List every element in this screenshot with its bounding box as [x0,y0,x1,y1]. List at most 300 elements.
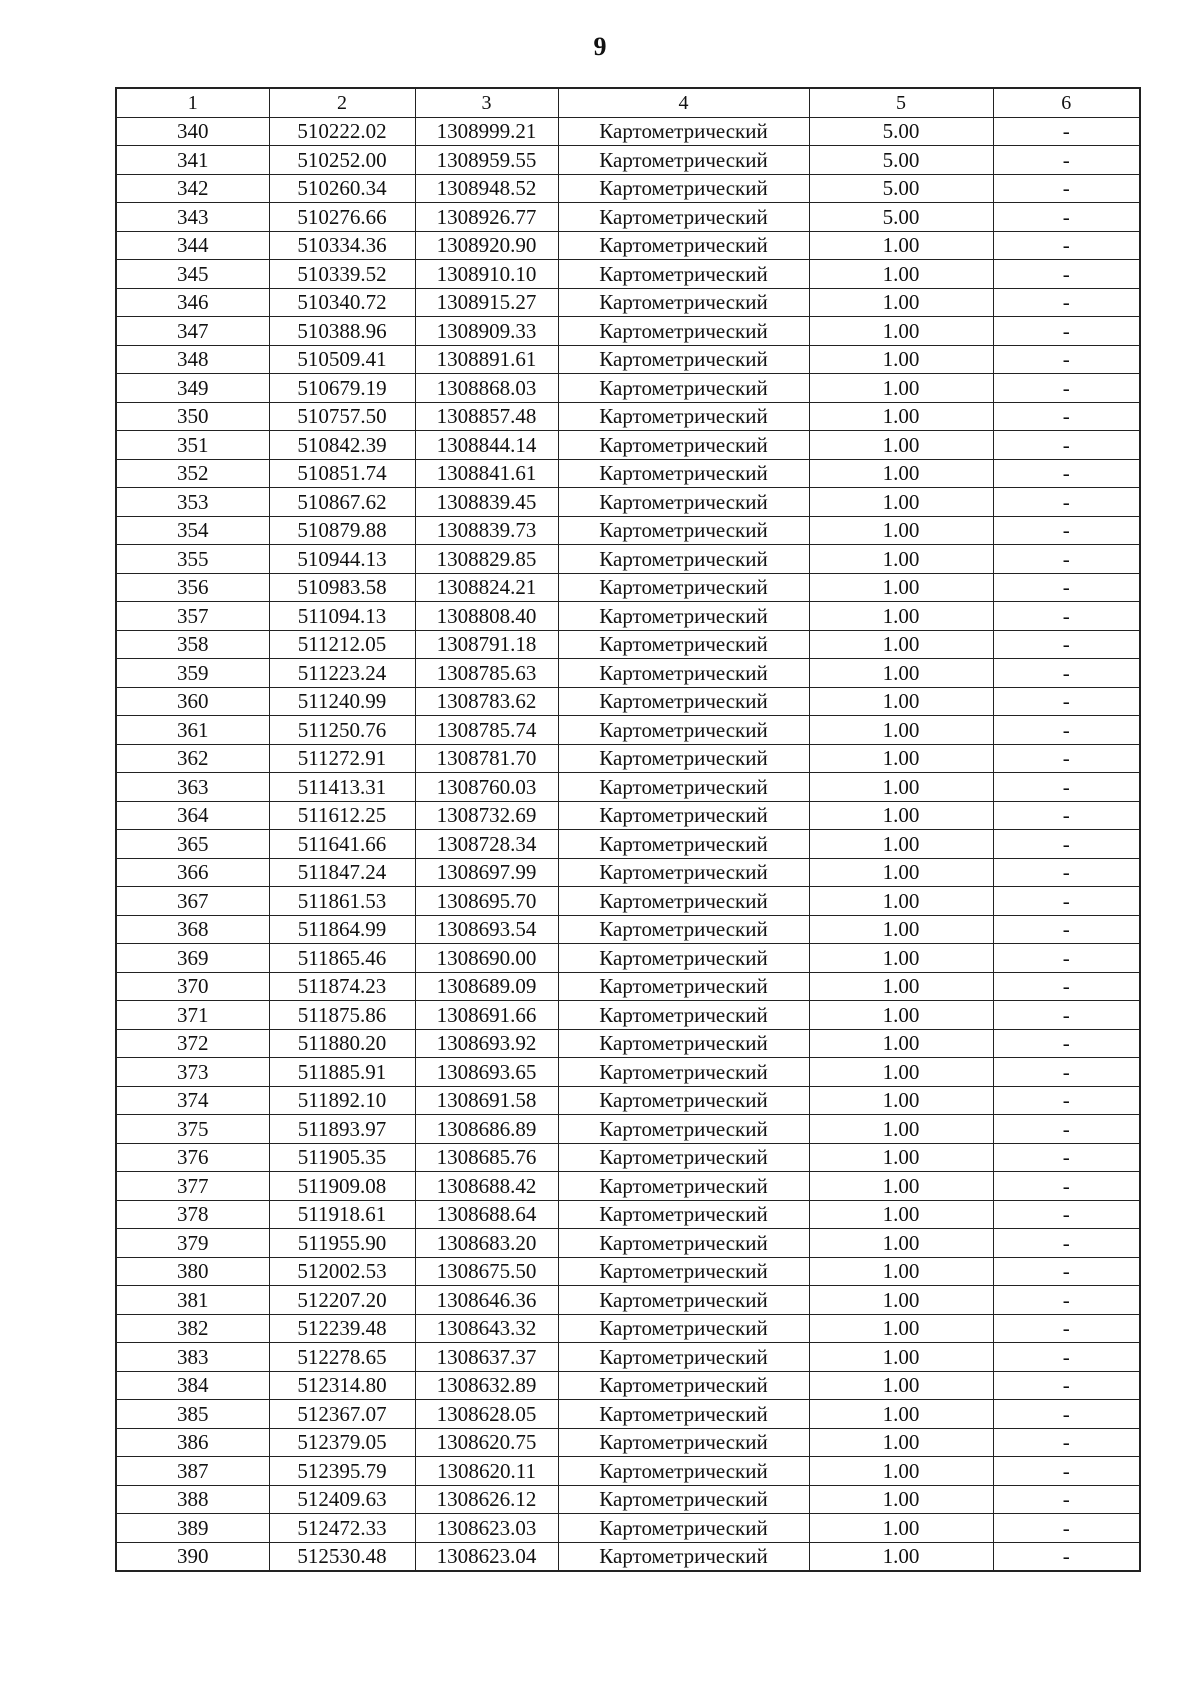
note-cell: - [993,972,1140,1001]
accuracy-cell: 1.00 [809,317,993,346]
table-row [116,744,1140,773]
accuracy-cell: 1.00 [809,1514,993,1543]
note-cell: - [993,1428,1140,1457]
accuracy-cell: 5.00 [809,117,993,146]
x-coordinate-cell: 512530.48 [269,1542,415,1571]
note-cell: - [993,830,1140,859]
table-row [116,1058,1140,1087]
note-cell: - [993,915,1140,944]
table-row [116,630,1140,659]
y-coordinate-cell: 1308691.58 [415,1086,558,1115]
x-coordinate-cell: 510757.50 [269,402,415,431]
accuracy-cell: 1.00 [809,1485,993,1514]
y-coordinate-cell: 1308732.69 [415,801,558,830]
method-cell: Картометрический [558,1257,809,1286]
accuracy-cell: 1.00 [809,602,993,631]
y-coordinate-cell: 1308693.65 [415,1058,558,1087]
point-number-cell: 341 [116,146,269,175]
method-cell: Картометрический [558,1457,809,1486]
method-cell: Картометрический [558,1115,809,1144]
table-row [116,1542,1140,1571]
point-number-cell: 343 [116,203,269,232]
method-cell: Картометрический [558,716,809,745]
table-row [116,716,1140,745]
y-coordinate-cell: 1308620.75 [415,1428,558,1457]
table-row [116,1485,1140,1514]
table-row [116,1172,1140,1201]
accuracy-cell: 1.00 [809,1542,993,1571]
method-cell: Картометрический [558,1029,809,1058]
table-header-row [116,88,1140,117]
note-cell: - [993,1514,1140,1543]
method-cell: Картометрический [558,1200,809,1229]
accuracy-cell: 1.00 [809,374,993,403]
note-cell: - [993,801,1140,830]
accuracy-cell: 1.00 [809,887,993,916]
point-number-cell: 347 [116,317,269,346]
point-number-cell: 357 [116,602,269,631]
point-number-cell: 385 [116,1400,269,1429]
y-coordinate-cell: 1308623.04 [415,1542,558,1571]
accuracy-cell: 1.00 [809,1172,993,1201]
table-row [116,174,1140,203]
method-cell: Картометрический [558,203,809,232]
point-number-cell: 378 [116,1200,269,1229]
x-coordinate-cell: 512239.48 [269,1314,415,1343]
accuracy-cell: 1.00 [809,1457,993,1486]
note-cell: - [993,545,1140,574]
method-cell: Картометрический [558,488,809,517]
point-number-cell: 364 [116,801,269,830]
table-row [116,288,1140,317]
column-header: 5 [809,88,993,117]
note-cell: - [993,459,1140,488]
point-number-cell: 361 [116,716,269,745]
table-row [116,146,1140,175]
x-coordinate-cell: 512409.63 [269,1485,415,1514]
accuracy-cell: 1.00 [809,1371,993,1400]
x-coordinate-cell: 511250.76 [269,716,415,745]
note-cell: - [993,1172,1140,1201]
y-coordinate-cell: 1308791.18 [415,630,558,659]
point-number-cell: 358 [116,630,269,659]
accuracy-cell: 1.00 [809,1343,993,1372]
table-row [116,1428,1140,1457]
x-coordinate-cell: 511909.08 [269,1172,415,1201]
method-cell: Картометрический [558,944,809,973]
point-number-cell: 359 [116,659,269,688]
x-coordinate-cell: 511413.31 [269,773,415,802]
x-coordinate-cell: 510944.13 [269,545,415,574]
accuracy-cell: 5.00 [809,203,993,232]
y-coordinate-cell: 1308783.62 [415,687,558,716]
note-cell: - [993,1229,1140,1258]
x-coordinate-cell: 511094.13 [269,602,415,631]
note-cell: - [993,602,1140,631]
y-coordinate-cell: 1308948.52 [415,174,558,203]
y-coordinate-cell: 1308690.00 [415,944,558,973]
column-header: 4 [558,88,809,117]
table-row [116,659,1140,688]
point-number-cell: 376 [116,1143,269,1172]
point-number-cell: 389 [116,1514,269,1543]
note-cell: - [993,744,1140,773]
y-coordinate-cell: 1308841.61 [415,459,558,488]
note-cell: - [993,1086,1140,1115]
method-cell: Картометрический [558,1343,809,1372]
note-cell: - [993,431,1140,460]
y-coordinate-cell: 1308785.74 [415,716,558,745]
y-coordinate-cell: 1308999.21 [415,117,558,146]
point-number-cell: 382 [116,1314,269,1343]
y-coordinate-cell: 1308857.48 [415,402,558,431]
method-cell: Картометрический [558,915,809,944]
point-number-cell: 365 [116,830,269,859]
x-coordinate-cell: 512379.05 [269,1428,415,1457]
table-row [116,972,1140,1001]
table-row [116,602,1140,631]
point-number-cell: 366 [116,858,269,887]
y-coordinate-cell: 1308632.89 [415,1371,558,1400]
method-cell: Картометрический [558,1286,809,1315]
point-number-cell: 374 [116,1086,269,1115]
method-cell: Картометрический [558,1314,809,1343]
y-coordinate-cell: 1308685.76 [415,1143,558,1172]
table-body [116,117,1140,1571]
point-number-cell: 368 [116,915,269,944]
method-cell: Картометрический [558,1514,809,1543]
table-row [116,545,1140,574]
accuracy-cell: 1.00 [809,1400,993,1429]
table-row [116,317,1140,346]
table-row [116,374,1140,403]
note-cell: - [993,345,1140,374]
accuracy-cell: 1.00 [809,260,993,289]
y-coordinate-cell: 1308844.14 [415,431,558,460]
y-coordinate-cell: 1308623.03 [415,1514,558,1543]
method-cell: Картометрический [558,830,809,859]
table-row [116,773,1140,802]
table-row [116,944,1140,973]
y-coordinate-cell: 1308628.05 [415,1400,558,1429]
point-number-cell: 345 [116,260,269,289]
point-number-cell: 375 [116,1115,269,1144]
table-row [116,858,1140,887]
accuracy-cell: 1.00 [809,801,993,830]
accuracy-cell: 1.00 [809,1314,993,1343]
note-cell: - [993,1542,1140,1571]
method-cell: Картометрический [558,1371,809,1400]
note-cell: - [993,1001,1140,1030]
y-coordinate-cell: 1308643.32 [415,1314,558,1343]
x-coordinate-cell: 511864.99 [269,915,415,944]
accuracy-cell: 1.00 [809,1286,993,1315]
y-coordinate-cell: 1308926.77 [415,203,558,232]
y-coordinate-cell: 1308626.12 [415,1485,558,1514]
point-number-cell: 383 [116,1343,269,1372]
note-cell: - [993,1400,1140,1429]
note-cell: - [993,1058,1140,1087]
method-cell: Картометрический [558,345,809,374]
point-number-cell: 340 [116,117,269,146]
x-coordinate-cell: 511885.91 [269,1058,415,1087]
column-header: 6 [993,88,1140,117]
column-header: 3 [415,88,558,117]
x-coordinate-cell: 511223.24 [269,659,415,688]
method-cell: Картометрический [558,288,809,317]
y-coordinate-cell: 1308683.20 [415,1229,558,1258]
accuracy-cell: 1.00 [809,915,993,944]
x-coordinate-cell: 511212.05 [269,630,415,659]
accuracy-cell: 1.00 [809,773,993,802]
accuracy-cell: 1.00 [809,431,993,460]
note-cell: - [993,174,1140,203]
x-coordinate-cell: 510851.74 [269,459,415,488]
method-cell: Картометрический [558,1086,809,1115]
table-row [116,830,1140,859]
point-number-cell: 356 [116,573,269,602]
table-row [116,402,1140,431]
table-row [116,1457,1140,1486]
note-cell: - [993,1457,1140,1486]
point-number-cell: 390 [116,1542,269,1571]
accuracy-cell: 1.00 [809,630,993,659]
note-cell: - [993,1143,1140,1172]
y-coordinate-cell: 1308839.73 [415,516,558,545]
point-number-cell: 369 [116,944,269,973]
point-number-cell: 352 [116,459,269,488]
point-number-cell: 350 [116,402,269,431]
accuracy-cell: 1.00 [809,345,993,374]
method-cell: Картометрический [558,887,809,916]
x-coordinate-cell: 510260.34 [269,174,415,203]
accuracy-cell: 1.00 [809,402,993,431]
table-row [116,516,1140,545]
y-coordinate-cell: 1308808.40 [415,602,558,631]
note-cell: - [993,488,1140,517]
table-row [116,345,1140,374]
note-cell: - [993,687,1140,716]
accuracy-cell: 1.00 [809,1229,993,1258]
method-cell: Картометрический [558,431,809,460]
note-cell: - [993,773,1140,802]
point-number-cell: 370 [116,972,269,1001]
table-row [116,1343,1140,1372]
x-coordinate-cell: 511880.20 [269,1029,415,1058]
method-cell: Картометрический [558,374,809,403]
accuracy-cell: 1.00 [809,1428,993,1457]
method-cell: Картометрический [558,146,809,175]
y-coordinate-cell: 1308915.27 [415,288,558,317]
accuracy-cell: 1.00 [809,716,993,745]
table-row [116,1200,1140,1229]
y-coordinate-cell: 1308760.03 [415,773,558,802]
x-coordinate-cell: 512207.20 [269,1286,415,1315]
x-coordinate-cell: 511240.99 [269,687,415,716]
note-cell: - [993,288,1140,317]
table-row [116,1371,1140,1400]
x-coordinate-cell: 510252.00 [269,146,415,175]
y-coordinate-cell: 1308697.99 [415,858,558,887]
x-coordinate-cell: 510276.66 [269,203,415,232]
table-row [116,203,1140,232]
point-number-cell: 355 [116,545,269,574]
x-coordinate-cell: 510983.58 [269,573,415,602]
method-cell: Картометрический [558,1400,809,1429]
y-coordinate-cell: 1308693.54 [415,915,558,944]
y-coordinate-cell: 1308909.33 [415,317,558,346]
method-cell: Картометрический [558,573,809,602]
method-cell: Картометрический [558,174,809,203]
accuracy-cell: 1.00 [809,858,993,887]
y-coordinate-cell: 1308689.09 [415,972,558,1001]
x-coordinate-cell: 511955.90 [269,1229,415,1258]
y-coordinate-cell: 1308868.03 [415,374,558,403]
y-coordinate-cell: 1308688.64 [415,1200,558,1229]
table-row [116,488,1140,517]
note-cell: - [993,1257,1140,1286]
method-cell: Картометрический [558,801,809,830]
table-row [116,1143,1140,1172]
accuracy-cell: 1.00 [809,944,993,973]
point-number-cell: 387 [116,1457,269,1486]
y-coordinate-cell: 1308920.90 [415,231,558,260]
method-cell: Картометрический [558,317,809,346]
x-coordinate-cell: 512395.79 [269,1457,415,1486]
x-coordinate-cell: 511874.23 [269,972,415,1001]
accuracy-cell: 1.00 [809,1058,993,1087]
table-row [116,887,1140,916]
accuracy-cell: 1.00 [809,830,993,859]
point-number-cell: 346 [116,288,269,317]
x-coordinate-cell: 511861.53 [269,887,415,916]
x-coordinate-cell: 511612.25 [269,801,415,830]
method-cell: Картометрический [558,659,809,688]
table-row [116,260,1140,289]
point-number-cell: 349 [116,374,269,403]
accuracy-cell: 1.00 [809,1257,993,1286]
table-row [116,117,1140,146]
accuracy-cell: 1.00 [809,1200,993,1229]
accuracy-cell: 1.00 [809,659,993,688]
accuracy-cell: 5.00 [809,146,993,175]
point-number-cell: 373 [116,1058,269,1087]
point-number-cell: 386 [116,1428,269,1457]
method-cell: Картометрический [558,687,809,716]
note-cell: - [993,1286,1140,1315]
point-number-cell: 377 [116,1172,269,1201]
table-row [116,687,1140,716]
table-row [116,1257,1140,1286]
note-cell: - [993,374,1140,403]
x-coordinate-cell: 510879.88 [269,516,415,545]
note-cell: - [993,716,1140,745]
point-number-cell: 379 [116,1229,269,1258]
note-cell: - [993,117,1140,146]
x-coordinate-cell: 511847.24 [269,858,415,887]
x-coordinate-cell: 512314.80 [269,1371,415,1400]
x-coordinate-cell: 510340.72 [269,288,415,317]
method-cell: Картометрический [558,1428,809,1457]
y-coordinate-cell: 1308781.70 [415,744,558,773]
y-coordinate-cell: 1308785.63 [415,659,558,688]
table-row [116,1400,1140,1429]
x-coordinate-cell: 511918.61 [269,1200,415,1229]
y-coordinate-cell: 1308959.55 [415,146,558,175]
table-row [116,1229,1140,1258]
point-number-cell: 351 [116,431,269,460]
note-cell: - [993,630,1140,659]
method-cell: Картометрический [558,231,809,260]
page-number: 9 [593,32,607,61]
x-coordinate-cell: 511905.35 [269,1143,415,1172]
table-row [116,801,1140,830]
y-coordinate-cell: 1308910.10 [415,260,558,289]
y-coordinate-cell: 1308637.37 [415,1343,558,1372]
table-row [116,231,1140,260]
note-cell: - [993,573,1140,602]
table-row [116,915,1140,944]
accuracy-cell: 1.00 [809,972,993,1001]
table-row [116,1514,1140,1543]
note-cell: - [993,858,1140,887]
table-row [116,1001,1140,1030]
method-cell: Картометрический [558,1143,809,1172]
note-cell: - [993,516,1140,545]
accuracy-cell: 1.00 [809,545,993,574]
x-coordinate-cell: 512472.33 [269,1514,415,1543]
accuracy-cell: 1.00 [809,1086,993,1115]
x-coordinate-cell: 510842.39 [269,431,415,460]
method-cell: Картометрический [558,516,809,545]
y-coordinate-cell: 1308620.11 [415,1457,558,1486]
method-cell: Картометрический [558,459,809,488]
point-number-cell: 353 [116,488,269,517]
y-coordinate-cell: 1308646.36 [415,1286,558,1315]
y-coordinate-cell: 1308695.70 [415,887,558,916]
point-number-cell: 354 [116,516,269,545]
x-coordinate-cell: 511875.86 [269,1001,415,1030]
note-cell: - [993,146,1140,175]
table-row [116,1286,1140,1315]
x-coordinate-cell: 512278.65 [269,1343,415,1372]
accuracy-cell: 1.00 [809,687,993,716]
y-coordinate-cell: 1308728.34 [415,830,558,859]
point-number-cell: 388 [116,1485,269,1514]
y-coordinate-cell: 1308824.21 [415,573,558,602]
x-coordinate-cell: 510509.41 [269,345,415,374]
note-cell: - [993,402,1140,431]
point-number-cell: 344 [116,231,269,260]
method-cell: Картометрический [558,1229,809,1258]
x-coordinate-cell: 511641.66 [269,830,415,859]
table-row [116,1115,1140,1144]
accuracy-cell: 1.00 [809,459,993,488]
accuracy-cell: 1.00 [809,1115,993,1144]
x-coordinate-cell: 510867.62 [269,488,415,517]
point-number-cell: 384 [116,1371,269,1400]
method-cell: Картометрический [558,1001,809,1030]
x-coordinate-cell: 510334.36 [269,231,415,260]
method-cell: Картометрический [558,972,809,1001]
method-cell: Картометрический [558,773,809,802]
accuracy-cell: 1.00 [809,288,993,317]
method-cell: Картометрический [558,1172,809,1201]
method-cell: Картометрический [558,1542,809,1571]
coordinates-table [115,87,1141,1572]
table-row [116,1086,1140,1115]
accuracy-cell: 5.00 [809,174,993,203]
